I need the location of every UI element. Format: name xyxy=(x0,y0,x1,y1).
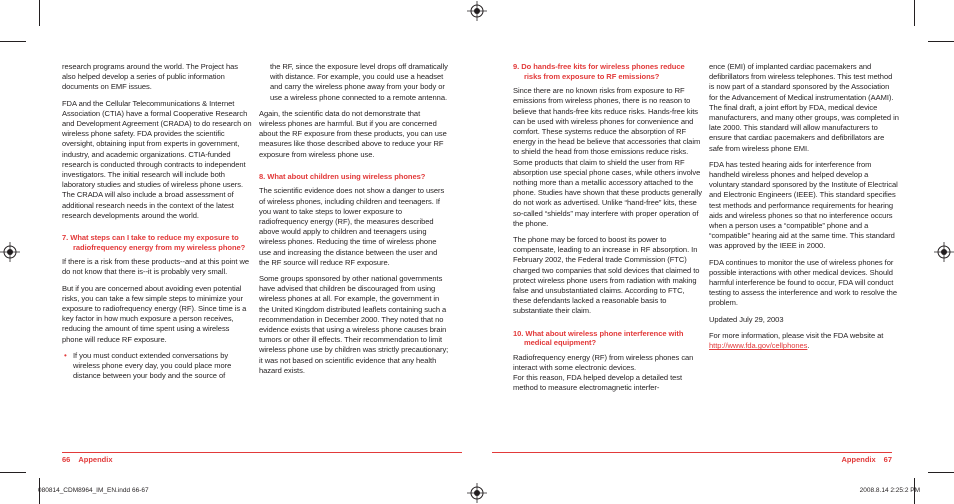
right-page-footer xyxy=(841,455,892,464)
paragraph: Since there are no known risks from exposure to RF emissions from wireless phones, there is no reason to believe that hands-free kits reduce risks. Hands-free kits can be used with wireless phones for convenience and comfort. These systems reduce the absorption of RF energy in the head be believe that accessories that claim to shield the head from those emissions reduce risks. Some products that claim to shield the user from RF absorption use special phone cases, while others involve nothing more than a metallic accessory attached to the phone. Studies have shown that these products generally do not work as advertised. Unlike “hand-free” kits, these so-called “shields” may interfere with proper operation of the phone. xyxy=(513,86,702,228)
right-page-column-1 xyxy=(513,62,703,400)
registration-mark-icon xyxy=(467,483,487,503)
bullet-text: If you must conduct extended conversations by wireless phone every day, you could place more distance between your body and the source of xyxy=(73,350,232,381)
slug-filename: 080814_CDM8964_IM_EN.indd 66-67 xyxy=(38,487,149,494)
paragraph: FDA continues to monitor the use of wireless phones for possible interactions with other medical devices. Should harmful interference be found to occur, FDA will conduct testing to assess the interference and work to resolve the problem. xyxy=(709,257,897,308)
paragraph: FDA has tested hearing aids for interference from handheld wireless phones and helped develop a voluntary standard sponsored by the Institute of Electrical and Electronic Engineers (IEEE). This standard specifies test methods and performance requirements for hearing aids and wireless phones so that no interference occurs when a person uses a “compatible” phone and a “compatible” hearing aid at the same time. This standard was approved by the IEEE in 2000. xyxy=(709,159,898,251)
page-number: 67 xyxy=(883,455,892,464)
paragraph: Radiofrequency energy (RF) from wireless phones can interact with some electronic devices. xyxy=(513,352,694,373)
paragraph: Again, the scientific data do not demonstrate that wireless phones are harmful. But if you are concerned about the RF exposure from these products, you can use measures like those described above to reduce your RF exposure from wireless phone use. xyxy=(259,108,447,159)
section-label: Appendix xyxy=(78,455,113,464)
paragraph: But if you are concerned about avoiding even potential risks, you can take a few simple steps to minimize your exposure to radiofrequency energy (RF). Since time is a key factor in how much exposure a person receives, reducing the amount of time spent using a wireless phone will reduce RF exposure. xyxy=(62,283,247,344)
slug-timestamp: 2008.8.14 2:25:2 PM xyxy=(859,487,920,494)
paragraph: For this reason, FDA helped develop a detailed test method to measure electromagnetic interfer- xyxy=(513,373,683,393)
bullet-item xyxy=(62,351,252,382)
left-page-column-1 xyxy=(62,62,252,387)
question-10-heading: 10. What about wireless phone interference with medical equipment? xyxy=(513,328,684,348)
more-info-paragraph xyxy=(709,331,899,351)
paragraph: the RF, since the exposure level drops off dramatically with distance. For example, you could use a headset and carry the wireless phone away from your body or use a wireless phone connected to a remote antenna. xyxy=(270,62,448,102)
crop-mark xyxy=(39,0,40,26)
paragraph: Some groups sponsored by other national governments have advised that children be discouraged from using wireless phones at all. For example, the government in the United Kingdom distributed leaflets containing such a recommendation in December 2000. They noted that no evidence exists that using a wireless phone causes brain tumors or other ill effects. Their recommendation to limit wireless phone use by children was strictly precautionary; it was not based on scientific evidence that any health hazard exists. xyxy=(259,274,449,375)
crop-mark xyxy=(928,41,954,42)
crop-mark xyxy=(928,472,954,473)
crop-mark xyxy=(0,472,26,473)
registration-mark-icon xyxy=(934,242,954,262)
question-7-heading: 7. What steps can I take to reduce my exposure to radiofrequency energy from my wireless phone? xyxy=(62,233,246,252)
left-page-column-2 xyxy=(259,62,449,382)
registration-mark-icon xyxy=(0,242,20,262)
paragraph: FDA and the Cellular Telecommunications & Internet Association (CTIA) have a formal Cooperative Research and Development Agreement (CRADA) to do research on wireless phone safety. FDA provides the scientific oversight, obtaining input from experts in government, industry, and academic organizations. CTIA-funded research is conducted through contracts to independent investigators. The initial research will include both laboratory studies and studies of wireless phone users. The CRADA will also include a broad assessment of additional research needs in the context of the latest research developments around the world. xyxy=(62,98,252,220)
question-8-heading: 8. What about children using wireless phones? xyxy=(259,171,426,181)
updated-date: Updated July 29, 2003 xyxy=(709,314,784,324)
fda-website-link[interactable]: http://www.fda.gov/cellphones xyxy=(709,341,808,351)
crop-mark xyxy=(0,41,26,42)
paragraph: The phone may be forced to boost its power to compensate, leading to an increase in RF absorption. In February 2002, the Federal trade Commission (FTC) charged two companies that sold devices that claimed to protect wireless phone users from radiation with making false and unsubstantiated claims. According to FTC, these defendants lacked a reasonable basis to substantiate their claim. xyxy=(513,235,700,316)
page-number: 66 xyxy=(62,455,71,464)
registration-mark-icon xyxy=(467,1,487,21)
paragraph: If there is a risk from these products--and at this point we do not know that there is--it is probably very small. xyxy=(62,257,250,277)
paragraph: The scientific evidence does not show a danger to users of wireless phones, including children and teenagers. If you want to take steps to lower exposure to radiofrequency energy (RF), the measures described above would apply to children and teenagers using wireless phones. Reducing the time of wireless phone use and increasing the distance between the user and the RF source will reduce RF exposure. xyxy=(259,186,445,267)
more-info-text: For more information, please visit the FDA website at xyxy=(709,330,884,340)
left-page-footer xyxy=(62,455,113,464)
footer-rule-right xyxy=(492,452,892,453)
more-info-end: . xyxy=(807,341,810,351)
crop-mark xyxy=(914,0,915,26)
bullet-icon: • xyxy=(64,350,67,360)
paragraph: ence (EMI) of implanted cardiac pacemakers and defibrillators from wireless telephones. This test method is now part of a standard sponsored by the Association for the Advancement of Medical instrumentation (AAMI). The final draft, a joint effort by FDA, medical device manufacturers, and many other groups, was completed in late 2000. This standard will allow manufacturers to ensure that cardiac pacemakers and defibrillators are safe from wireless phone EMI. xyxy=(709,62,899,153)
right-page-column-2 xyxy=(709,62,899,357)
question-9-heading: 9. Do hands-free kits for wireless phones reduce risks from exposure to RF emissions? xyxy=(513,62,685,81)
footer-rule-left xyxy=(62,452,462,453)
paragraph: research programs around the world. The Project has also helped develop a series of public information documents on EMF issues. xyxy=(62,62,239,92)
section-label: Appendix xyxy=(841,455,876,464)
